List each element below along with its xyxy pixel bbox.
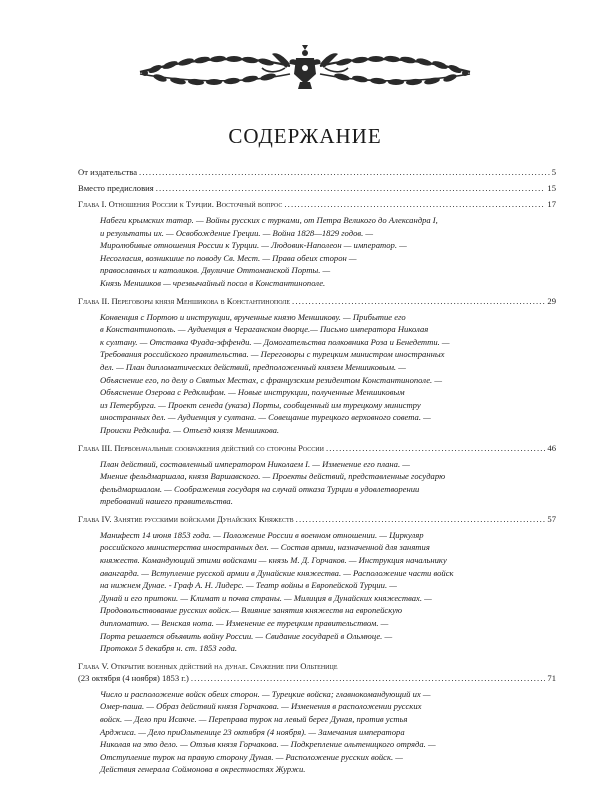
toc-entry-label: Вместо предисловия <box>78 183 154 193</box>
summary-line: Объяснение его, по делу о Святых Местах, с французским резидентом Константинополе. — <box>100 374 442 385</box>
dot-leader <box>284 198 545 210</box>
chapter-title: Глава III. Первоначальные соображения действий со стороны России <box>78 442 324 453</box>
toc-entry-chapter-1[interactable] <box>78 198 556 210</box>
toc-entry-preface[interactable] <box>78 182 556 194</box>
chapter-summary <box>78 688 556 776</box>
summary-line: в Константинополь. — Аудиенция в Чераганском дворце.— Письмо императора Николая <box>100 324 429 335</box>
chapter-summary <box>78 529 556 655</box>
summary-line: дел. — План дипломатических действий, предположенный князем Меншиковым. — <box>100 361 406 372</box>
summary-line: Требования российского правительства. — Переговоры с турецким министром иностранных <box>100 349 445 360</box>
toc-page-number: 5 <box>551 167 556 177</box>
chapter-title-date: (23 октября (4 ноября) 1853 г.) <box>78 672 189 683</box>
summary-line: Конвенция с Портою и инструкции, врученные князю Меншикову. — Прибытие его <box>100 311 406 322</box>
imperial-eagle-laurel-ornament-icon <box>0 44 610 90</box>
chapter-summary <box>78 458 556 508</box>
dot-leader <box>296 513 546 525</box>
summary-line: План действий, составленный императором Николаем I. — Изменение его плана. — <box>100 458 410 469</box>
summary-line: Отступление турок на правую сторону Дуная. — Расположение русских войск. — <box>100 751 403 762</box>
summary-line: Миролюбивые отношения России к Турции. — Людовик-Наполеон — император. — <box>100 240 407 251</box>
dot-leader <box>326 442 545 454</box>
dot-leader <box>292 295 545 307</box>
summary-line: фельдмаршалом. — Соображения государя на случай отказа Турции в удовлетворении <box>100 483 420 494</box>
chapter-title: Глава V. Открытие военных действий на дунае. Сражение при Ольтенице <box>78 660 338 671</box>
summary-line: Происки Редклифа. — Отъезд князя Меншикова. <box>100 424 280 435</box>
summary-line: Омер-паша. — Образ действий князя Горчакова. — Изменения в расположении русских <box>100 701 422 712</box>
page-title: СОДЕРЖАНИЕ <box>228 124 382 148</box>
summary-line: православных и католиков. Двуличие Оттоманской Порты. — <box>100 265 331 276</box>
summary-line: Действия генерала Соймонова в окрестностях Журжи. <box>100 764 306 775</box>
summary-line: Число и расположение войск обеих сторон. — Турецкие войска; главнокомандующий их — <box>100 688 431 699</box>
summary-line: Несогласия, возникшие по поводу Св. Мест. — Права обеих сторон — <box>100 252 357 263</box>
chapter-title: Глава II. Переговоры князя Меншикова в Константинополе <box>78 295 291 306</box>
toc-page-number: 71 <box>547 672 556 683</box>
summary-line: к султану. — Отставка Фуада-эффенди. — Домогательства полковника Роза и Бенедетти. — <box>100 336 450 347</box>
summary-line: Продовольствование русских войск.— Влияние занятия княжеств на европейскую <box>100 605 403 616</box>
summary-line: авангарда. — Вступление русской армии в Дунайские княжества. — Расположение части войск <box>100 567 454 578</box>
summary-line: Набеги крымских татар. — Войны русских с турками, от Петра Великого до Александра I, <box>100 215 438 225</box>
summary-line: Манифест 14 июня 1853 года. — Положение России в военном отношении. — Циркуляр <box>100 529 424 540</box>
toc-page-number: 57 <box>547 513 556 524</box>
chapter-summary <box>78 214 556 290</box>
summary-line: из Петербурга. — Проект сенеда (указа) Порты, сообщенный им турецкому министру <box>100 399 421 410</box>
summary-line: Арджиса. — Дело приОльтенице 23 октября (4 ноября). — Замечания императора <box>100 726 405 737</box>
summary-line: иностранных дел. — Аудиенция у султана. — Совещание турецкого верховного совета. — <box>100 412 431 423</box>
summary-line: на нижнем Дунае. - Граф А. Н. Лидерс. — Театр войны в Европейской Турции. — <box>100 580 397 591</box>
toc-page-number: 46 <box>547 442 556 453</box>
summary-line: Князь Меншиков — чрезвычайный посол в Константинополе. <box>100 277 326 288</box>
chapter-summary <box>78 311 556 437</box>
chapter-title: Глава IV. Занятие русскими войсками Дунайских Княжеств <box>78 513 294 524</box>
table-of-contents <box>78 166 556 781</box>
toc-entry-chapter-2[interactable] <box>78 295 556 307</box>
toc-entry-chapter-3[interactable] <box>78 442 556 454</box>
summary-line: и результаты их. — Освобождение Греции. — Война 1828—1829 годов. — <box>100 227 374 238</box>
toc-entry-label: От издательства <box>78 167 138 177</box>
dot-leader <box>191 672 546 684</box>
summary-line: Протокол 5 декабря н. ст. 1853 года. <box>100 643 238 654</box>
summary-line: Объяснение Озерова с Редклифом. — Новые инструкции, полученные Меншиковым <box>100 387 405 398</box>
toc-page-number: 29 <box>547 295 556 306</box>
toc-entry-chapter-4[interactable] <box>78 513 556 525</box>
chapter-title: Глава I. Отношения России к Турции. Восточный вопрос <box>78 199 283 209</box>
summary-line: дипломатию. — Венская нота. — Изменение ее турецким правительством. — <box>100 618 389 629</box>
toc-page-number: 17 <box>547 199 556 209</box>
summary-line: княжеств. Командующий этими войсками — князь М. Д. Горчаков. — Инструкция начальнику <box>100 555 447 566</box>
summary-line: требований нашего правительства. <box>100 496 233 507</box>
summary-line: Порта решается объявить войну России. — Свидание государей в Ольмюце. — <box>100 630 393 641</box>
summary-line: войск. — Дело при Исакче. — Переправа турок на левый берег Дуная, против устья <box>100 714 408 724</box>
summary-line: Мнение фельдмаршала, князя Варшавского. — Проекты действий, представленные государю <box>100 471 446 482</box>
toc-entry-publisher[interactable] <box>78 166 556 178</box>
dot-leader <box>139 166 550 178</box>
summary-line: Николая на это дело. — Отзыв князя Горчакова. — Подкрепление ольтеницкого отряда. — <box>100 739 436 750</box>
summary-line: Дунай и его притоки. — Климат и почва страны. — Милиция в Дунайских княжествах. — <box>100 592 432 603</box>
dot-leader <box>156 182 546 194</box>
toc-page-number: 15 <box>547 183 556 193</box>
summary-line: российского министерства иностранных дел. — Состав армии, назначенной для занятия <box>100 542 430 553</box>
toc-entry-chapter-5[interactable] <box>78 660 556 684</box>
